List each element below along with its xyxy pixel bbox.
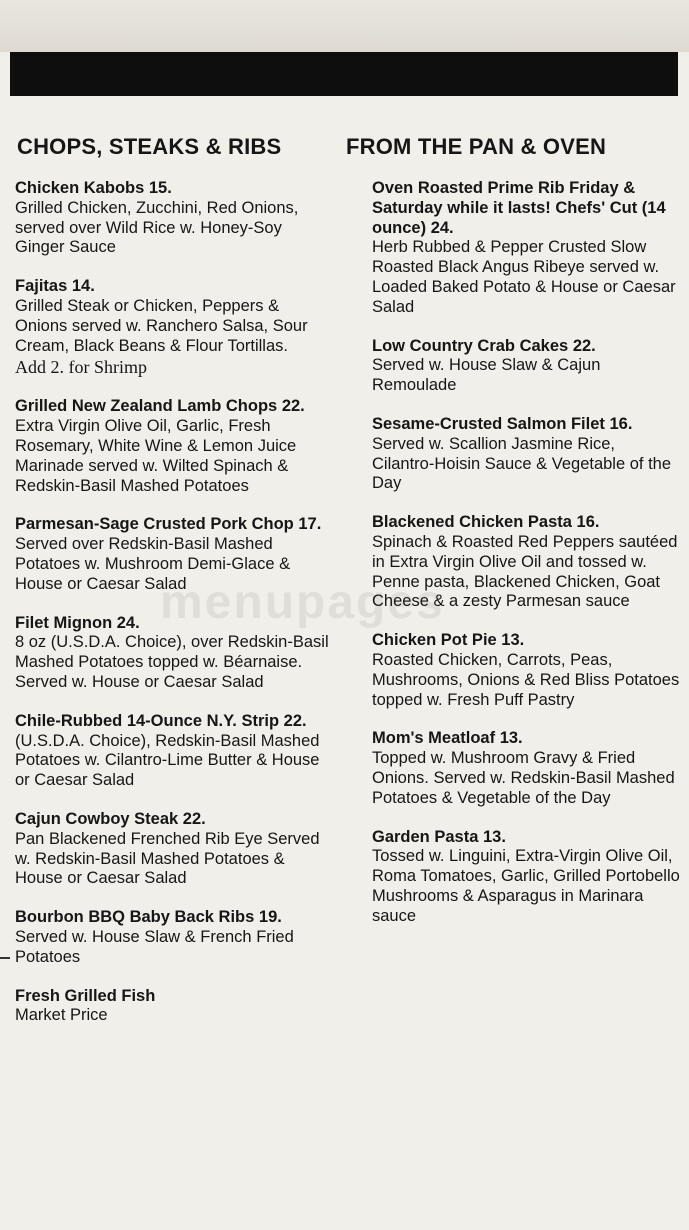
item-description: Served w. Scallion Jasmine Rice, Cilantro-Hoisin Sauce & Vegetable of the Day (372, 434, 672, 493)
item-description: (U.S.D.A. Choice), Redskin-Basil Mashed Potatoes w. Cilantro-Lime Butter & House or Caesar Salad (15, 731, 320, 790)
item-price: 22. (572, 336, 596, 355)
menu-item (14, 179, 334, 258)
item-price: 13. (482, 827, 506, 846)
item-price: 19. (258, 908, 282, 927)
menu-item (346, 828, 681, 927)
menu-item (346, 179, 681, 318)
page-top-strip (0, 0, 689, 52)
section-title-chops-steaks-ribs: CHOPS, STEAKS & RIBS (17, 134, 282, 159)
header-bar (10, 52, 678, 96)
item-description: Market Price (15, 1006, 108, 1025)
item-name: Garden Pasta (372, 827, 479, 846)
menu-item (14, 810, 334, 889)
item-price: 22. (283, 711, 307, 730)
section-title-pan-oven: FROM THE PAN & OVEN (346, 134, 607, 159)
item-price: 22. (182, 809, 206, 828)
item-description: Served w. House Slaw & Cajun Remoulade (372, 356, 601, 395)
item-price: 13. (499, 729, 523, 748)
item-name: Blackened Chicken Pasta (372, 513, 572, 532)
menu-item (346, 415, 681, 494)
item-add-on-note: Add 2. for Shrimp (15, 357, 147, 378)
item-description: Served w. House Slaw & French Fried Potatoes (15, 927, 294, 966)
item-name: Chicken Kabobs (15, 179, 145, 197)
item-name: Cajun Cowboy Steak (15, 809, 179, 828)
item-name: Parmesan-Sage Crusted Pork Chop (15, 515, 294, 534)
item-description: Topped w. Mushroom Gravy & Fried Onions. Served w. Redskin-Basil Mashed Potatoes & Vegetable of the Day (372, 749, 675, 807)
menu-item (14, 277, 334, 378)
item-description: Spinach & Roasted Red Peppers sautéed in Extra Virgin Olive Oil and tossed w. Penne pasta, Blackened Chicken, Goat Cheese & a zesty Parmesan sauce (372, 532, 678, 611)
item-price: 16. (576, 513, 600, 532)
item-description: Herb Rubbed & Pepper Crusted Slow Roasted Black Angus Ribeye served w. Loaded Baked Potato & House or Caesar Salad (372, 238, 676, 316)
from-the-pan-and-oven-section (346, 134, 681, 946)
item-description: Tossed w. Linguini, Extra-Virgin Olive Oil, Roma Tomatoes, Garlic, Grilled Portobello Mushrooms & Asparagus in Marinara sauce (372, 847, 680, 925)
item-price: 15. (148, 179, 172, 197)
item-name: Bourbon BBQ Baby Back Ribs (15, 908, 255, 927)
item-name: Low Country Crab Cakes (372, 336, 569, 355)
menu-item (14, 397, 334, 496)
item-price: 16. (609, 414, 633, 433)
item-name: Filet Mignon (15, 613, 113, 632)
item-price: 13. (501, 631, 525, 650)
watermark-logo: menupages (160, 576, 445, 629)
item-name: Fajitas (15, 277, 68, 296)
item-description: Grilled Chicken, Zucchini, Red Onions, served over Wild Rice w. Honey-Soy Ginger Sauce (15, 198, 299, 257)
item-name: Grilled New Zealand Lamb Chops (15, 397, 278, 416)
item-description: 8 oz (U.S.D.A. Choice), over Redskin-Basil Mashed Potatoes topped w. Béarnaise. Served w. House or Caesar Salad (15, 633, 329, 691)
item-name: Fresh Grilled Fish (15, 986, 156, 1005)
item-price: 14. (71, 277, 95, 296)
margin-mark (0, 957, 10, 959)
menu-item (14, 987, 334, 1027)
item-description: Grilled Steak or Chicken, Peppers & Onions served w. Ranchero Salsa, Sour Cream, Black Beans & Flour Tortillas. (15, 296, 308, 355)
item-description: Served over Redskin-Basil Mashed Potatoes w. Mushroom Demi-Glace & House or Caesar Salad (15, 535, 291, 593)
item-description: Roasted Chicken, Carrots, Peas, Mushrooms, Onions & Red Bliss Potatoes topped w. Fresh Puff Pastry (372, 650, 680, 709)
item-description: Extra Virgin Olive Oil, Garlic, Fresh Rosemary, White Wine & Lemon Juice Marinade served w. Wilted Spinach & Redskin-Basil Mashed Potatoes (15, 417, 297, 495)
item-name: Mom's Meatloaf (372, 729, 496, 748)
menu-item (346, 337, 681, 396)
item-price: 17. (298, 515, 322, 534)
item-name: Chicken Pot Pie (372, 631, 497, 650)
item-price: 24. (116, 613, 140, 632)
menu-item (14, 908, 334, 967)
item-name: Sesame-Crusted Salmon Filet (372, 414, 605, 433)
item-name: Oven Roasted Prime Rib Friday & Saturday while it lasts! Chefs' Cut (14 ounce) (372, 179, 666, 237)
item-name: Chile-Rubbed 14-Ounce N.Y. Strip (15, 711, 280, 730)
item-price: 22. (281, 397, 305, 416)
item-description: Pan Blackened Frenched Rib Eye Served w. Redskin-Basil Mashed Potatoes & House or Caesar Salad (15, 829, 320, 888)
item-price: 24. (430, 218, 454, 237)
menu-item (346, 729, 681, 808)
menu-item (346, 631, 681, 710)
menu-item (14, 712, 334, 791)
